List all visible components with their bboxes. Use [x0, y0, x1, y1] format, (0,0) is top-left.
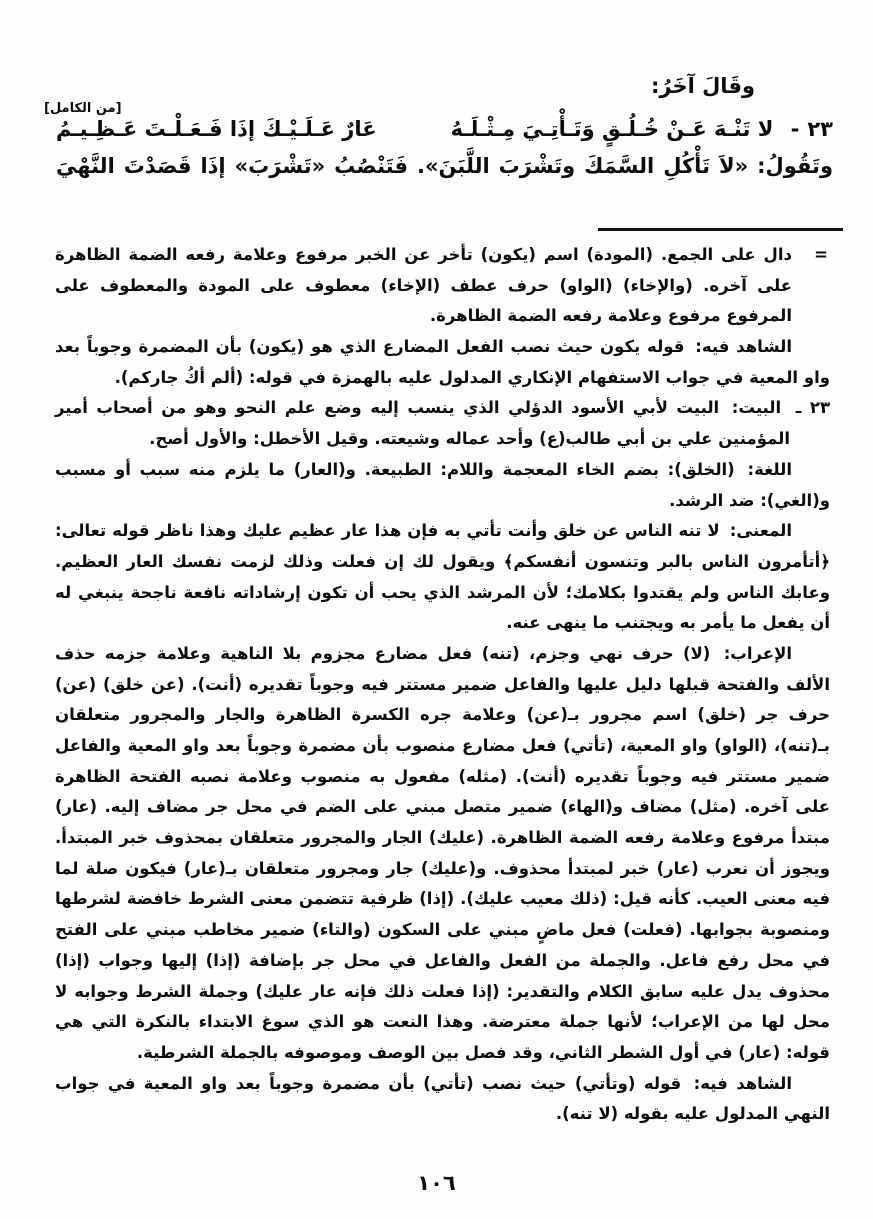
- footnote-text: البيت لأبي الأسود الدؤلي الذي ينسب إليه وضع علم النحو وهو من أصحاب أمير المؤمنين علي بن أبي طالب(ع) وأحد عماله وشيعته. وقيل الأخطل: والأول أصح.: [55, 398, 790, 449]
- footnote-23-bayt: [55, 393, 830, 454]
- footnote-shahid-1: [55, 332, 830, 393]
- verse-dash: -: [790, 117, 800, 141]
- footnote-label: الشاهد فيه:: [693, 1073, 792, 1093]
- footnote-text: (الخلق): بضم الخاء المعجمة واللام: الطبيعة. و(العار) ما يلزم منه سبب أو مسبب و(الغي): ضد الرشد.: [55, 459, 830, 510]
- footnote-continuation: [55, 240, 828, 332]
- footnote-irab: [55, 639, 830, 1069]
- footnote-label: الإعراب:: [723, 643, 793, 663]
- verse-hemistich-1: لا تَنْـهَ عَـنْ خُـلُـقٍ وَتَـأْتِـيَ مِـثْـلَـهُ: [450, 117, 774, 141]
- footnote-text: دال على الجمع. (المودة) اسم (يكون) تأخر عن الخبر مرفوع وعلامة رفعه الضمة الظاهرة على آخره. (والإخاء) (الواو) حرف عطف (الإخاء) معطوف على المودة والمعطوف على المرفوع مرفوع وعلامة رفعه الضمة الظاهرة.: [55, 245, 792, 326]
- footnote-lugha: [55, 455, 830, 516]
- prose-line: وتَقُولُ: «لاَ تَأْكُلِ السَّمَكَ وتَشْرَبَ اللَّبَنَ». فَتَنْصُبُ «تَشْرَبَ» إذَا قَصَدْتَ النَّهْيَ: [56, 154, 833, 178]
- footnote-label: اللغة:: [747, 459, 792, 479]
- footnote-number-marker: ٢٣ ـ: [795, 398, 831, 418]
- footnote-label: المعنى:: [729, 521, 792, 541]
- footnote-shahid-2: [55, 1069, 830, 1130]
- footnote-label: البيت:: [731, 398, 782, 418]
- footnote-text: (لا) حرف نهي وجزم، (تنه) فعل مضارع مجزوم بلا الناهية وعلامة جزمه حذف الألف والفتحة قبلها دليل عليها والفاعل ضمير مستتر فيه وجوباً تقديره (أنت). (عن خلق) (عن) حرف جر (خلق) اسم مجرور بـ(عن) وعلامة جره الكسرة الظاهرة والجار والمجرور متعلقان بـ(تنه)، (الواو) واو المعية، (تأتي) فعل مضارع منصوب بأن مضمرة وجوباً بعد واو المعية والفاعل ضمير مستتر فيه وجوباً تقديره (أنت). (مثله) مفعول به منصوب وعلامة نصبه الفتحة الظاهرة على آخره. (مثل) مضاف و(الهاء) ضمير متصل مبني على الضم في محل جر مضاف إليه. (عار) مبتدأ مرفوع وعلامة رفعه الضمة الظاهرة. (عليك) الجار والمجرور متعلقان بمحذوف خبر المبتدأ. ويجوز أن نعرب (عار) خبر لمبتدأ محذوف. و(عليك) جار ومجرور متعلقان بـ(عار) فيكون صلة لما فيه معنى العيب. كأنه قيل: (ذلك معيب عليك). (إذا) ظرفية تتضمن معنى الشرط خافضة لشرطها ومنصوبة بجوابها. (فعلت) فعل ماضٍ مبني على السكون (والتاء) ضمير مخاطب مبني على الفتح في محل رفع فاعل. والجملة من الفعل والفاعل في محل جر بإضافة (إذا) إليها وجواب (إذا) محذوف يدل عليه سابق الكلام والتقدير: (إذا فعلت ذلك فإنه عار عليك) وجملة الشرط وجوابه لا محل لها من الإعراب؛ لأنها جملة معترضة. وهذا النعت هو الذي سوغ الابتداء بالنكرة التي هي قوله: (عار) في أول الشطر الثاني، وقد فصل بين الوصف وموصوفه بالجملة الشرطية.: [55, 643, 830, 1062]
- footnotes-block: [0, 240, 873, 1130]
- footnote-text: لا تنه الناس عن خلق وأنت تأتي به فإن هذا عار عظيم عليك وهذا ناظر قوله تعالى: ﴿أتأمرون الناس بالبر وتنسون أنفسكم﴾ ويقول لك إن فعلت وذلك لزمت نفسك العار العظيم. وعابك الناس ولم يقتدوا بكلامك؛ لأن المرشد الذي يحب أن تكون إرشاداته نافعة ناجحة ينبغي له أن يفعل ما يأمر به ويجتنب ما ينهى عنه.: [55, 521, 830, 633]
- verse-number: ٢٣: [807, 117, 833, 141]
- footnote-separator-rule: [598, 228, 843, 231]
- attribution-line: وقَالَ آخَرُ:: [650, 74, 755, 98]
- verse-line: [0, 117, 873, 141]
- footnote-text: قوله (وتأتي) حيث نصب (تأتي) بأن مضمرة وجوباً بعد واو المعية في جواب النهي المدلول عليه بقوله (لا تنه).: [55, 1073, 830, 1124]
- verse-hemistich-2: عَارٌ عَـلَـيْـكَ إذَا فَـعَـلْـتَ عَـظِـيـمُ: [56, 117, 377, 141]
- page-number: ١٠٦: [417, 1171, 456, 1195]
- verse-first-hemistich-group: [451, 117, 833, 141]
- footnote-label: الشاهد فيه:: [695, 337, 792, 357]
- footnote-maana: [55, 516, 830, 639]
- footnote-text: قوله يكون حيث نصب الفعل المضارع الذي هو (يكون) بأن المضمرة وجوباً بعد واو المعية في جواب الاستفهام الإنكاري المدلول عليه بالهمزة في قوله: (ألم أكُ جاركم).: [55, 337, 830, 387]
- footnote-continuation-marker: =: [814, 245, 828, 264]
- meter-label: [من الكامل]: [44, 101, 122, 116]
